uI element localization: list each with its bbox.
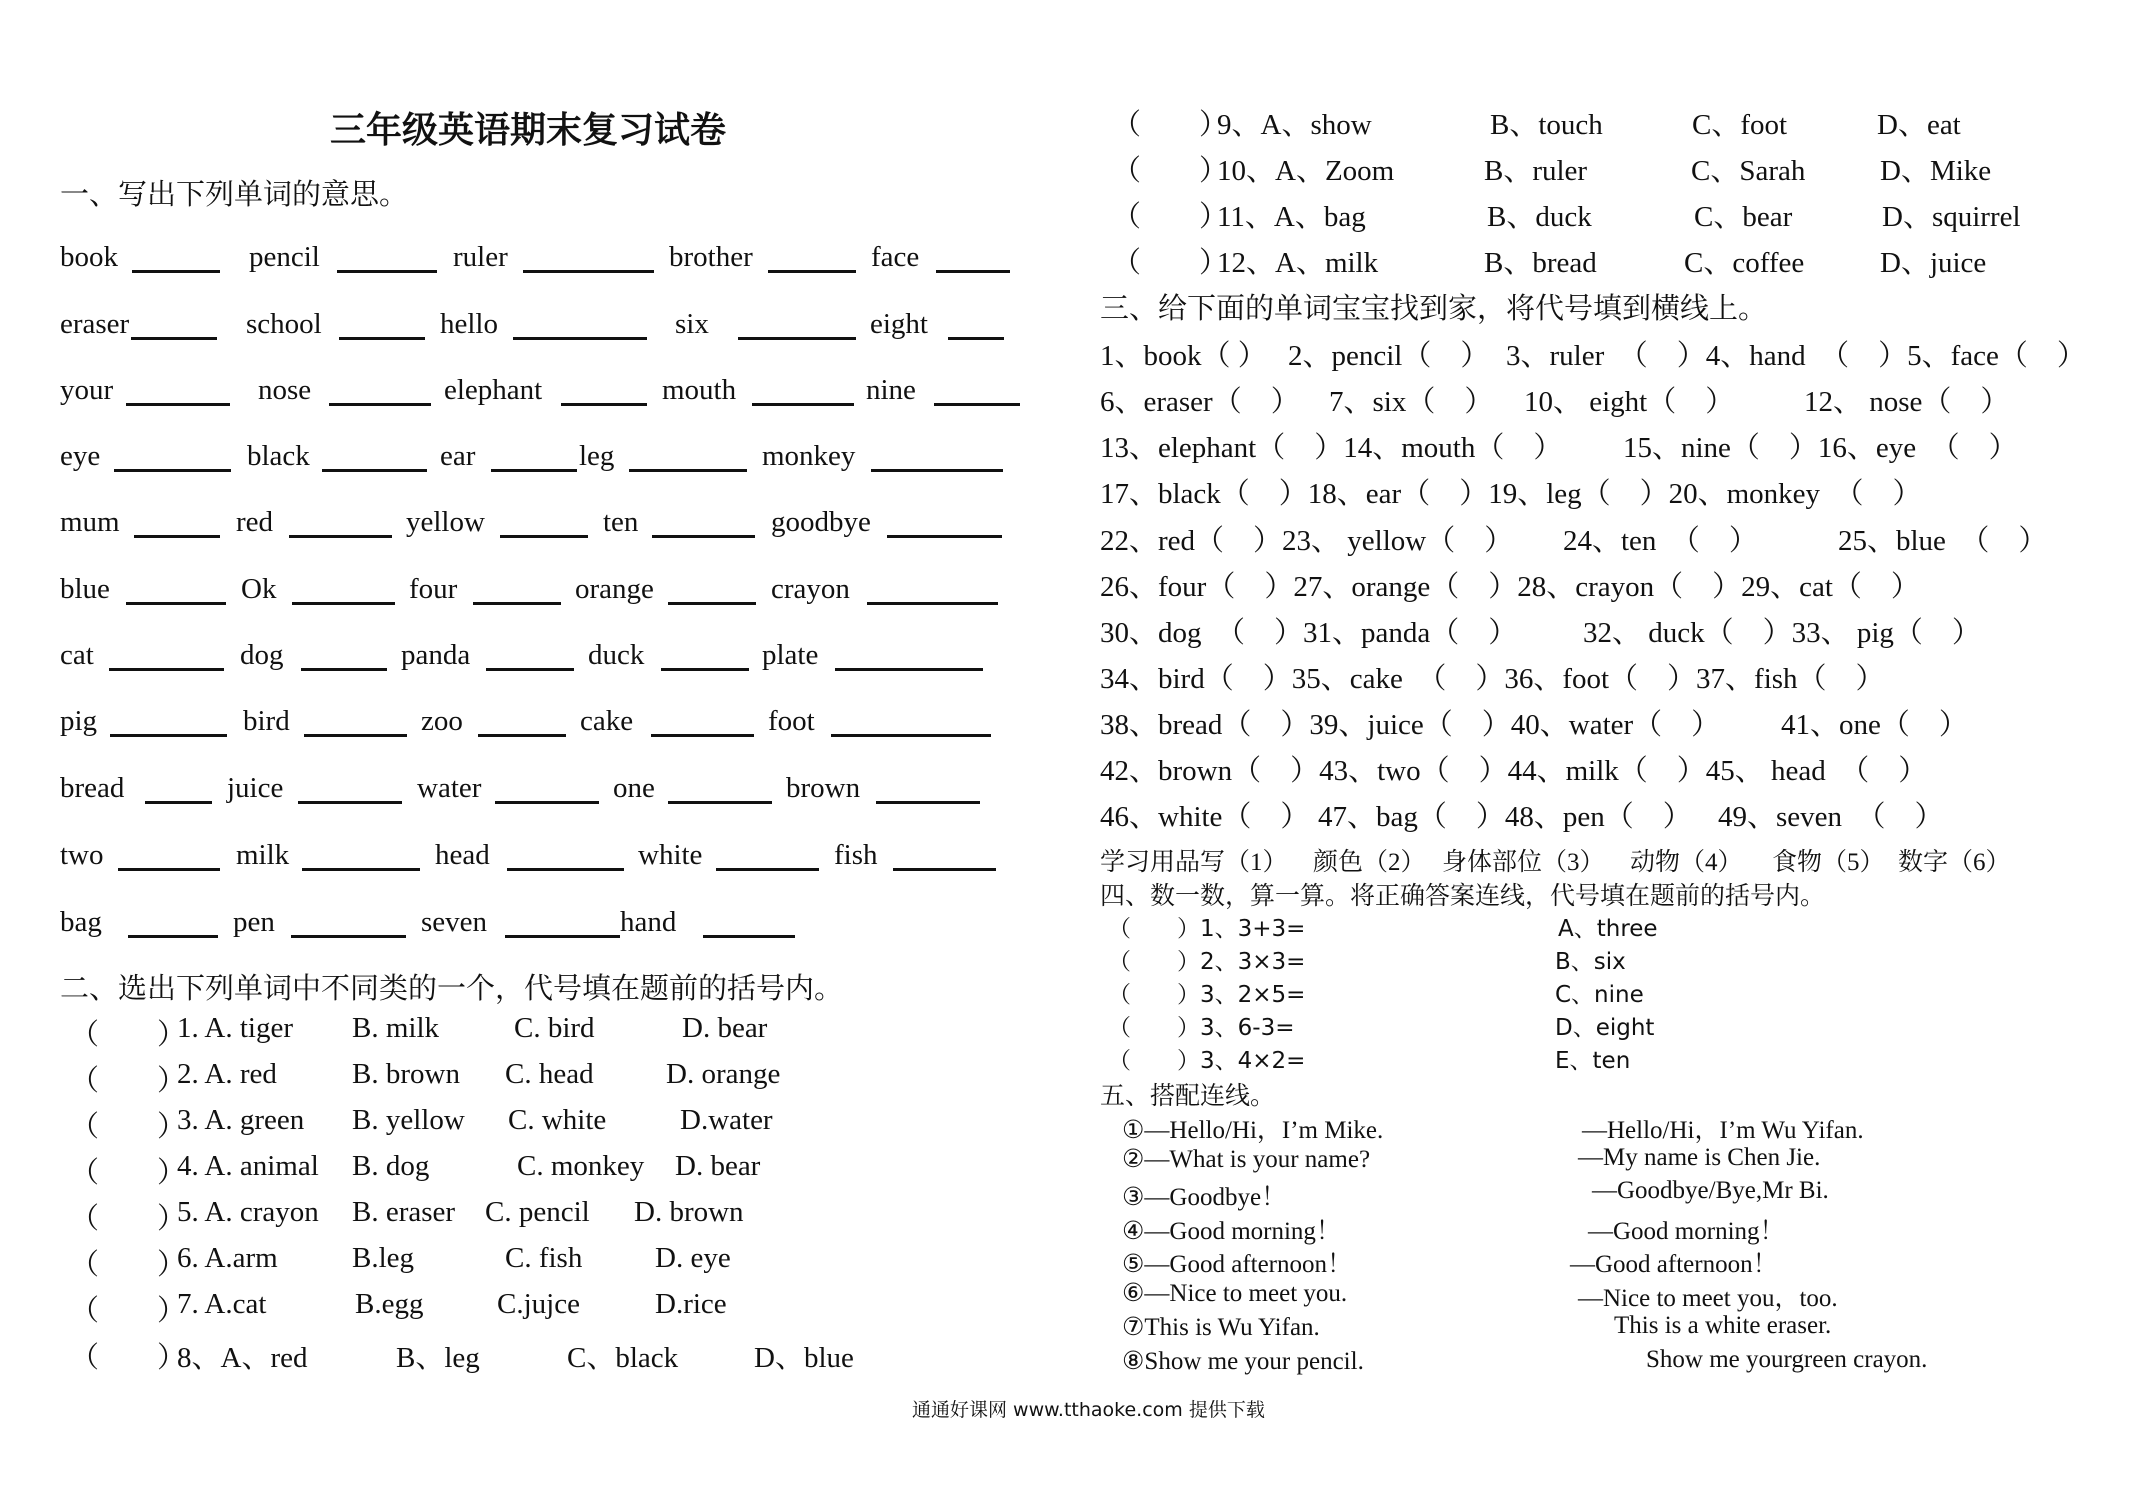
answer-paren[interactable]: （ ）: [1112, 201, 1229, 233]
option-d: D. orange: [666, 1058, 781, 1090]
category-item: 1、book（ ）: [1100, 340, 1267, 372]
answer-blank[interactable]: [289, 535, 392, 538]
math-problem: 1、3+3=: [1200, 916, 1306, 942]
word: bag: [60, 906, 102, 938]
word: face: [871, 241, 920, 273]
word: eraser: [60, 308, 130, 340]
word: monkey: [762, 440, 856, 472]
category-item: 46、white（ ）: [1100, 801, 1310, 833]
answer-blank[interactable]: [126, 602, 226, 605]
word: your: [60, 374, 114, 406]
category-item: 41、one（ ）: [1781, 709, 1968, 741]
option-c: C. head: [505, 1058, 594, 1090]
dialogue-right[interactable]: Show me yourgreen crayon.: [1646, 1346, 1928, 1373]
answer-blank[interactable]: [703, 935, 795, 938]
answer-blank[interactable]: [337, 270, 437, 273]
dialogue-left[interactable]: ⑥—Nice to meet you.: [1122, 1280, 1348, 1307]
answer-blank[interactable]: [491, 469, 577, 472]
category-item: 7、six（ ）: [1329, 386, 1494, 418]
math-answer[interactable]: B、six: [1555, 949, 1626, 975]
option-b: B、touch: [1490, 109, 1603, 141]
option-b: B. dog: [352, 1150, 430, 1182]
word: cat: [60, 639, 94, 671]
answer-blank[interactable]: [651, 734, 754, 737]
answer-blank[interactable]: [131, 337, 217, 340]
answer-blank[interactable]: [668, 602, 756, 605]
section-3-heading: 三、给下面的单词宝宝找到家，将代号填到横线上。: [1100, 293, 1768, 325]
word: zoo: [421, 705, 463, 737]
section-5-heading: 五、搭配连线。: [1100, 1083, 1276, 1110]
dialogue-right[interactable]: —Good morning！: [1588, 1218, 1785, 1245]
option-d: D.rice: [655, 1288, 727, 1320]
option-a: 2. A. red: [177, 1058, 277, 1090]
option-b: B、bread: [1484, 247, 1597, 279]
answer-blank[interactable]: [473, 602, 561, 605]
word: juice: [227, 772, 284, 804]
option-b: B. milk: [352, 1012, 440, 1044]
category-item: 25、blue （ ）: [1838, 525, 2048, 557]
word: goodbye: [771, 506, 871, 538]
category-item: 34、bird（ ）35、cake （ ）36、foot（ ）37、fish（ ）: [1100, 663, 1885, 695]
answer-paren[interactable]: （ ）: [1108, 1015, 1200, 1041]
word: plate: [762, 639, 819, 671]
answer-blank[interactable]: [500, 535, 588, 538]
word: two: [60, 839, 104, 871]
word: pig: [60, 705, 98, 737]
option-d: D. eye: [655, 1242, 731, 1274]
category-item: 24、ten （ ）: [1563, 525, 1758, 557]
option-c: C. white: [508, 1104, 607, 1136]
answer-blank[interactable]: [867, 602, 998, 605]
option-b: B、duck: [1487, 201, 1592, 233]
word: school: [246, 308, 322, 340]
option-d: D、eat: [1877, 109, 1961, 141]
option-d: D、squirrel: [1882, 201, 2021, 233]
page-title: 三年级英语期末复习试卷: [330, 110, 727, 150]
dialogue-left[interactable]: ⑤—Good afternoon！: [1122, 1251, 1353, 1278]
answer-blank[interactable]: [298, 801, 402, 804]
option-c: C. bird: [514, 1012, 595, 1044]
answer-paren[interactable]: （ ）: [70, 1019, 187, 1051]
option-a: 12、A、milk: [1217, 247, 1379, 279]
category-legend: 学习用品写（1）: [1100, 849, 1288, 876]
option-c: C. pencil: [485, 1196, 590, 1228]
answer-blank[interactable]: [302, 868, 420, 871]
answer-blank[interactable]: [876, 801, 980, 804]
answer-blank[interactable]: [505, 935, 620, 938]
option-a: 3. A. green: [177, 1104, 305, 1136]
answer-blank[interactable]: [126, 403, 230, 406]
word: hello: [440, 308, 498, 340]
answer-paren[interactable]: （ ）: [1108, 949, 1200, 975]
math-answer[interactable]: D、eight: [1555, 1015, 1655, 1041]
option-c: C、bear: [1694, 201, 1793, 233]
word: bread: [60, 772, 125, 804]
answer-blank[interactable]: [668, 801, 772, 804]
word: nose: [258, 374, 312, 406]
answer-paren[interactable]: （ ）: [1108, 982, 1200, 1008]
option-a: 4. A. animal: [177, 1150, 319, 1182]
answer-paren[interactable]: （ ）: [1108, 1048, 1200, 1074]
category-item: 32、 duck（ ）33、 pig（ ）: [1583, 617, 1981, 649]
answer-paren[interactable]: （ ）: [1112, 155, 1229, 187]
dialogue-left[interactable]: ②—What is your name?: [1122, 1146, 1371, 1173]
word: brown: [786, 772, 861, 804]
category-item: 49、seven （ ）: [1718, 801, 1944, 833]
word: mouth: [662, 374, 737, 406]
category-item: 12、 nose（ ）: [1804, 386, 2010, 418]
answer-blank[interactable]: [629, 469, 747, 472]
option-c: C. fish: [505, 1242, 583, 1274]
word: head: [435, 839, 490, 871]
dialogue-right[interactable]: —My name is Chen Jie.: [1578, 1144, 1821, 1171]
answer-blank[interactable]: [292, 602, 395, 605]
math-problem: 3、6-3=: [1200, 1015, 1295, 1041]
answer-blank[interactable]: [507, 868, 624, 871]
word: elephant: [444, 374, 543, 406]
answer-paren[interactable]: （ ）: [70, 1295, 187, 1327]
math-problem: 3、2×5=: [1200, 982, 1306, 1008]
answer-blank[interactable]: [495, 801, 599, 804]
word: six: [675, 308, 709, 340]
word: milk: [236, 839, 290, 871]
answer-blank[interactable]: [934, 403, 1020, 406]
word: brother: [669, 241, 753, 273]
word: leg: [579, 440, 615, 472]
option-a: 11、A、bag: [1217, 201, 1366, 233]
category-item: 47、bag（ ）48、pen（ ）: [1318, 801, 1692, 833]
word: cake: [580, 705, 634, 737]
word: black: [247, 440, 310, 472]
option-d: D.water: [680, 1104, 773, 1136]
section-2-heading: 二、选出下列单词中不同类的一个，代号填在题前的括号内。: [60, 973, 844, 1005]
footer-watermark: 通通好课网 www.tthaoke.com 提供下载: [912, 1399, 1265, 1421]
word: ten: [603, 506, 639, 538]
word: dog: [240, 639, 284, 671]
word: crayon: [771, 573, 850, 605]
answer-blank[interactable]: [128, 935, 218, 938]
answer-blank[interactable]: [486, 668, 574, 671]
option-c: C.jujce: [497, 1288, 580, 1320]
word: panda: [401, 639, 471, 671]
answer-paren[interactable]: （ ）: [70, 1157, 187, 1189]
category-item: 26、four（ ）27、orange（ ）28、crayon（ ）29、cat（ ）: [1100, 571, 1920, 603]
option-a: 6. A.arm: [177, 1242, 278, 1274]
answer-blank[interactable]: [936, 270, 1010, 273]
option-b: B. brown: [352, 1058, 460, 1090]
answer-blank[interactable]: [109, 668, 224, 671]
answer-paren[interactable]: （ ）: [70, 1249, 187, 1281]
answer-blank[interactable]: [523, 270, 654, 273]
answer-blank[interactable]: [835, 668, 983, 671]
option-b: B、leg: [396, 1342, 480, 1374]
dialogue-left[interactable]: ①—Hello/Hi，I’m Mike.: [1122, 1117, 1384, 1144]
option-a: 9、A、show: [1217, 109, 1372, 141]
answer-blank[interactable]: [561, 403, 647, 406]
category-legend: 动物（4）: [1630, 849, 1743, 876]
answer-blank[interactable]: [716, 868, 819, 871]
word: eye: [60, 440, 101, 472]
word: white: [638, 839, 703, 871]
option-c: C、Sarah: [1691, 155, 1806, 187]
answer-blank[interactable]: [768, 270, 856, 273]
category-item: 2、pencil（ ）: [1288, 340, 1490, 372]
word: duck: [588, 639, 645, 671]
answer-blank[interactable]: [118, 868, 220, 871]
word: nine: [866, 374, 916, 406]
option-d: D、juice: [1880, 247, 1987, 279]
option-b: B. yellow: [352, 1104, 465, 1136]
category-item: 42、brown（ ）43、two（ ）44、milk（ ）45、 head （ ）: [1100, 755, 1928, 787]
answer-blank[interactable]: [513, 337, 647, 340]
option-b: B、ruler: [1484, 155, 1588, 187]
answer-blank[interactable]: [738, 337, 856, 340]
math-problem: 3、4×2=: [1200, 1048, 1306, 1074]
answer-paren[interactable]: （ ）: [1112, 247, 1229, 279]
word: Ok: [241, 573, 277, 605]
option-c: C. monkey: [517, 1150, 645, 1182]
answer-blank[interactable]: [652, 535, 755, 538]
answer-paren[interactable]: （ ）: [1108, 916, 1200, 942]
answer-blank[interactable]: [871, 469, 1003, 472]
word: hand: [620, 906, 677, 938]
option-d: D、blue: [754, 1342, 854, 1374]
word: yellow: [406, 506, 485, 538]
answer-blank[interactable]: [478, 734, 566, 737]
word: four: [409, 573, 458, 605]
dialogue-left[interactable]: ③—Goodbye！: [1122, 1184, 1287, 1211]
option-c: C、coffee: [1684, 247, 1805, 279]
word: foot: [768, 705, 815, 737]
dialogue-left[interactable]: ⑧Show me your pencil.: [1122, 1348, 1364, 1375]
answer-paren[interactable]: （ ）: [70, 1203, 187, 1235]
dialogue-left[interactable]: ④—Good morning！: [1122, 1218, 1341, 1245]
dialogue-right[interactable]: —Hello/Hi，I’m Wu Yifan.: [1582, 1117, 1864, 1144]
answer-paren[interactable]: （ ）: [1112, 109, 1229, 141]
option-a: 7. A.cat: [177, 1288, 267, 1320]
word: blue: [60, 573, 110, 605]
answer-blank[interactable]: [752, 403, 854, 406]
math-problem: 2、3×3=: [1200, 949, 1306, 975]
category-item: 15、nine（ ）16、eye （ ）: [1623, 432, 2018, 464]
answer-paren[interactable]: （ ）: [70, 1111, 187, 1143]
answer-blank[interactable]: [291, 935, 406, 938]
answer-blank[interactable]: [831, 734, 991, 737]
math-answer[interactable]: E、ten: [1555, 1048, 1631, 1074]
option-d: D、Mike: [1880, 155, 1992, 187]
option-d: D. bear: [675, 1150, 761, 1182]
option-d: D. bear: [682, 1012, 768, 1044]
word: book: [60, 241, 118, 273]
option-a: 10、A、Zoom: [1217, 155, 1395, 187]
word: water: [417, 772, 482, 804]
answer-blank[interactable]: [132, 270, 220, 273]
word: eight: [870, 308, 928, 340]
dialogue-right[interactable]: —Nice to meet you，too.: [1578, 1285, 1838, 1312]
word: orange: [575, 573, 654, 605]
answer-blank[interactable]: [339, 337, 425, 340]
option-b: B. eraser: [352, 1196, 456, 1228]
answer-blank[interactable]: [887, 535, 1002, 538]
answer-paren[interactable]: （ ）: [70, 1342, 187, 1374]
category-item: 22、red（ ）23、 yellow（ ）: [1100, 525, 1514, 557]
category-item: 13、elephant（ ）14、mouth（ ）: [1100, 432, 1563, 464]
dialogue-right[interactable]: —Goodbye/Bye,Mr Bi.: [1592, 1177, 1829, 1204]
section-1-heading: 一、写出下列单词的意思。: [60, 179, 409, 211]
answer-blank[interactable]: [661, 668, 749, 671]
word: bird: [243, 705, 290, 737]
category-item: 3、ruler （ ）4、hand （ ）5、face（ ）: [1506, 340, 2086, 372]
option-d: D. brown: [634, 1196, 744, 1228]
category-legend: 颜色（2）: [1313, 849, 1426, 876]
answer-blank[interactable]: [114, 469, 231, 472]
dialogue-right[interactable]: This is a white eraser.: [1614, 1312, 1832, 1339]
option-b: B.leg: [352, 1242, 415, 1274]
category-item: 38、bread（ ）39、juice（ ）40、water（ ）: [1100, 709, 1721, 741]
dialogue-right[interactable]: —Good afternoon！: [1570, 1251, 1778, 1278]
answer-blank[interactable]: [134, 535, 220, 538]
section-4-heading: 四、数一数，算一算。将正确答案连线，代号填在题前的括号内。: [1100, 883, 1826, 910]
answer-paren[interactable]: （ ）: [70, 1065, 187, 1097]
category-item: 6、eraser（ ）: [1100, 386, 1300, 418]
word: one: [613, 772, 655, 804]
option-a: 8、A、red: [177, 1342, 308, 1374]
category-item: 17、black（ ）18、ear（ ）19、leg（ ）20、monkey （ ）: [1100, 478, 1922, 510]
option-a: 1. A. tiger: [177, 1012, 293, 1044]
word: red: [236, 506, 274, 538]
dialogue-left[interactable]: ⑦This is Wu Yifan.: [1122, 1314, 1320, 1341]
option-c: C、foot: [1692, 109, 1788, 141]
option-c: C、black: [567, 1342, 679, 1374]
word: ear: [440, 440, 476, 472]
answer-blank[interactable]: [329, 403, 431, 406]
word: ruler: [453, 241, 508, 273]
answer-blank[interactable]: [948, 337, 1004, 340]
category-item: 10、 eight（ ）: [1524, 386, 1735, 418]
math-answer[interactable]: C、nine: [1555, 982, 1644, 1008]
answer-blank[interactable]: [110, 734, 227, 737]
word: seven: [421, 906, 488, 938]
category-legend: 食物（5）: [1772, 849, 1885, 876]
math-answer[interactable]: A、three: [1558, 916, 1658, 942]
option-b: B.egg: [355, 1288, 424, 1320]
answer-blank[interactable]: [145, 801, 212, 804]
word: pen: [233, 906, 275, 938]
category-legend: 数字（6）: [1898, 849, 2011, 876]
answer-blank[interactable]: [301, 668, 387, 671]
category-item: 30、dog （ ）31、panda（ ）: [1100, 617, 1518, 649]
answer-blank[interactable]: [322, 469, 427, 472]
option-a: 5. A. crayon: [177, 1196, 319, 1228]
answer-blank[interactable]: [304, 734, 407, 737]
answer-blank[interactable]: [893, 868, 996, 871]
word: pencil: [249, 241, 320, 273]
category-legend: 身体部位（3）: [1442, 849, 1605, 876]
word: fish: [834, 839, 878, 871]
word: mum: [60, 506, 120, 538]
